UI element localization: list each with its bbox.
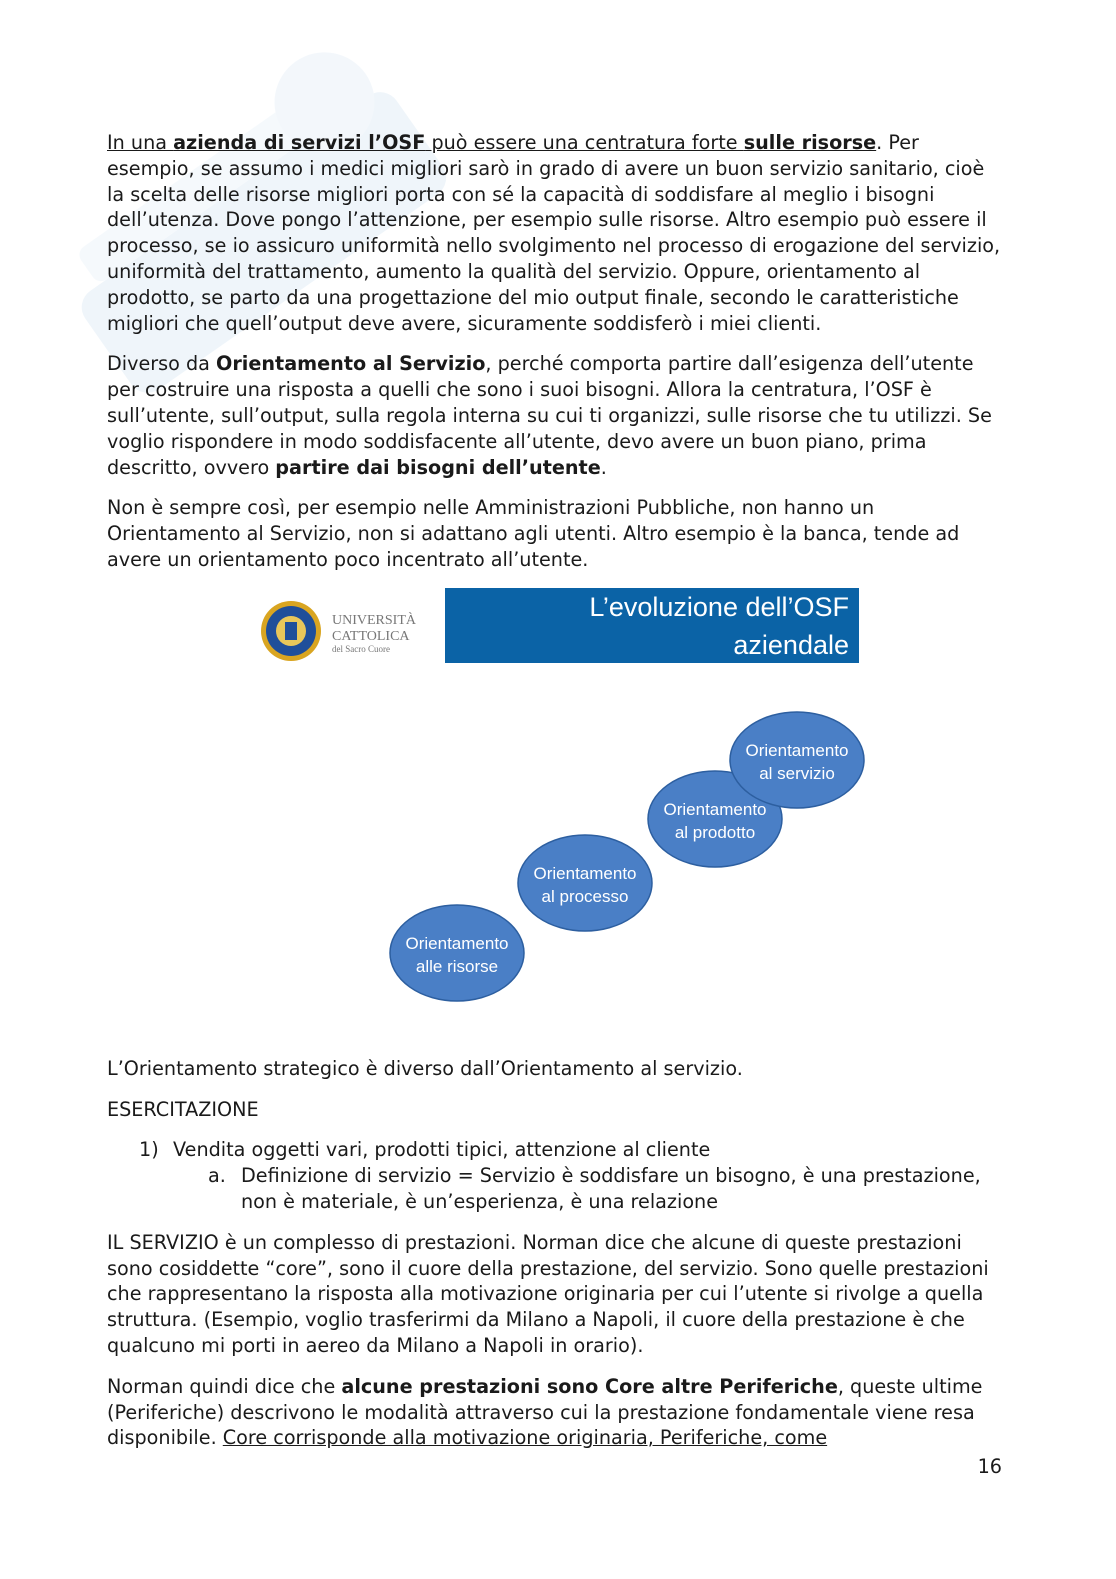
paragraph-4: L’Orientamento strategico è diverso dall’Orientamento al servizio. [107,1056,743,1080]
bubble-shape [730,712,864,808]
numbered-list [107,1137,1007,1214]
bubble-label: al processo [541,886,629,906]
bubble-label: al servizio [759,763,835,783]
paragraph-7: Norman quindi dice che alcune prestazioni sono Core altre Periferiche, queste ultime (Periferiche) descrivono le modalità attraverso cui la prestazione fondamentale viene resa disponibile. Core corrisponde alla motivazione originaria, Periferiche, come [107,1374,983,1450]
bubble-shape [390,905,524,1001]
slide-title-line-2: aziendale [733,629,849,660]
bubble-label: Orientamento [533,863,637,883]
bubble-label: Orientamento [745,740,849,760]
diagram-bubble [390,905,524,1001]
evolution-diagram [267,708,867,1038]
paragraph-3: Non è sempre così, per esempio nelle Amministrazioni Pubbliche, non hanno un Orientamento al Servizio, non si adattano agli utenti. Altro esempio è la banca, tende ad avere un orientamento poco incentrato all’utente. [107,496,960,571]
list-item: 1) Vendita oggetti vari, prodotti tipici, attenzione al cliente [139,1138,711,1162]
paragraph-5: ESERCITAZIONE [107,1097,259,1121]
bubble-shape [518,835,652,931]
university-logo [260,596,420,666]
bubble-label: al prodotto [674,822,756,842]
slide-title-line-1: L’evoluzione dell’OSF [589,591,849,622]
diagram-bubble [730,712,864,808]
slide-image [107,588,1007,1038]
paragraph-6: IL SERVIZIO è un complesso di prestazioni. Norman dice che alcune di queste prestazioni sono cosiddette “core”, sono il cuore della prestazione, del servizio. Sono quelle prestazioni che rappresentano la risposta alla motivazione originaria per cui l’utente si rivolge a quella struttura. (Esempio, voglio trasferirmi da Milano a Napoli, il cuore della prestazione è che qualcuno mi porti in aereo da Milano a Napoli in orario). [107,1230,989,1357]
page-number: 16 [977,1455,1002,1478]
logo-text-3: del Sacro Cuore [332,643,390,654]
logo-text-2: CATTOLICA [332,628,410,644]
paragraph-2: Diverso da Orientamento al Servizio, perché comporta partire dall’esigenza dell’utente per costruire una risposta a quelli che sono i suoi bisogni. Allora la centratura, l’OSF è sull’utente, sull’output, sulla regola interna su cui ti organizzi, sulle risorse che tu utilizzi. Se voglio rispondere in modo soddisfacente all’utente, devo avere un buon piano, prima descritto, ovvero partire dai bisogni dell’utente. [107,352,992,479]
slide-title [445,588,859,663]
diagram-bubble [518,835,652,931]
bubble-label: Orientamento [405,933,509,953]
bubble-label: Orientamento [663,799,767,819]
bubble-label: alle risorse [415,956,499,976]
list-subitem: a. Definizione di servizio = Servizio è soddisfare un bisogno, è una prestazione, non è materiale, è un’esperienza, è una relazione [208,1164,981,1213]
paragraph-1: In una azienda di servizi l’OSF può essere una centratura forte sulle risorse. Per esempio, se assumo i medici migliori sarò in grado di avere un buon servizio sanitario, cioè la scelta delle risorse migliori porta con sé la capacità di soddisfare al meglio i bisogni dell’utenza. Dove pongo l’attenzione, per esempio sulle risorse. Altro esempio può essere il processo, se io assicuro uniformità nello svolgimento nel processo di erogazione del servizio, uniformità del trattamento, aumento la qualità del servizio. Oppure, orientamento al prodotto, se parto da una progettazione del mio output finale, secondo le caratteristiche migliori che quell’output deve avere, sicuramente soddisferò i miei clienti. [107,131,1001,335]
logo-text-1: UNIVERSITÀ [332,612,416,628]
document-body [107,130,1007,1466]
